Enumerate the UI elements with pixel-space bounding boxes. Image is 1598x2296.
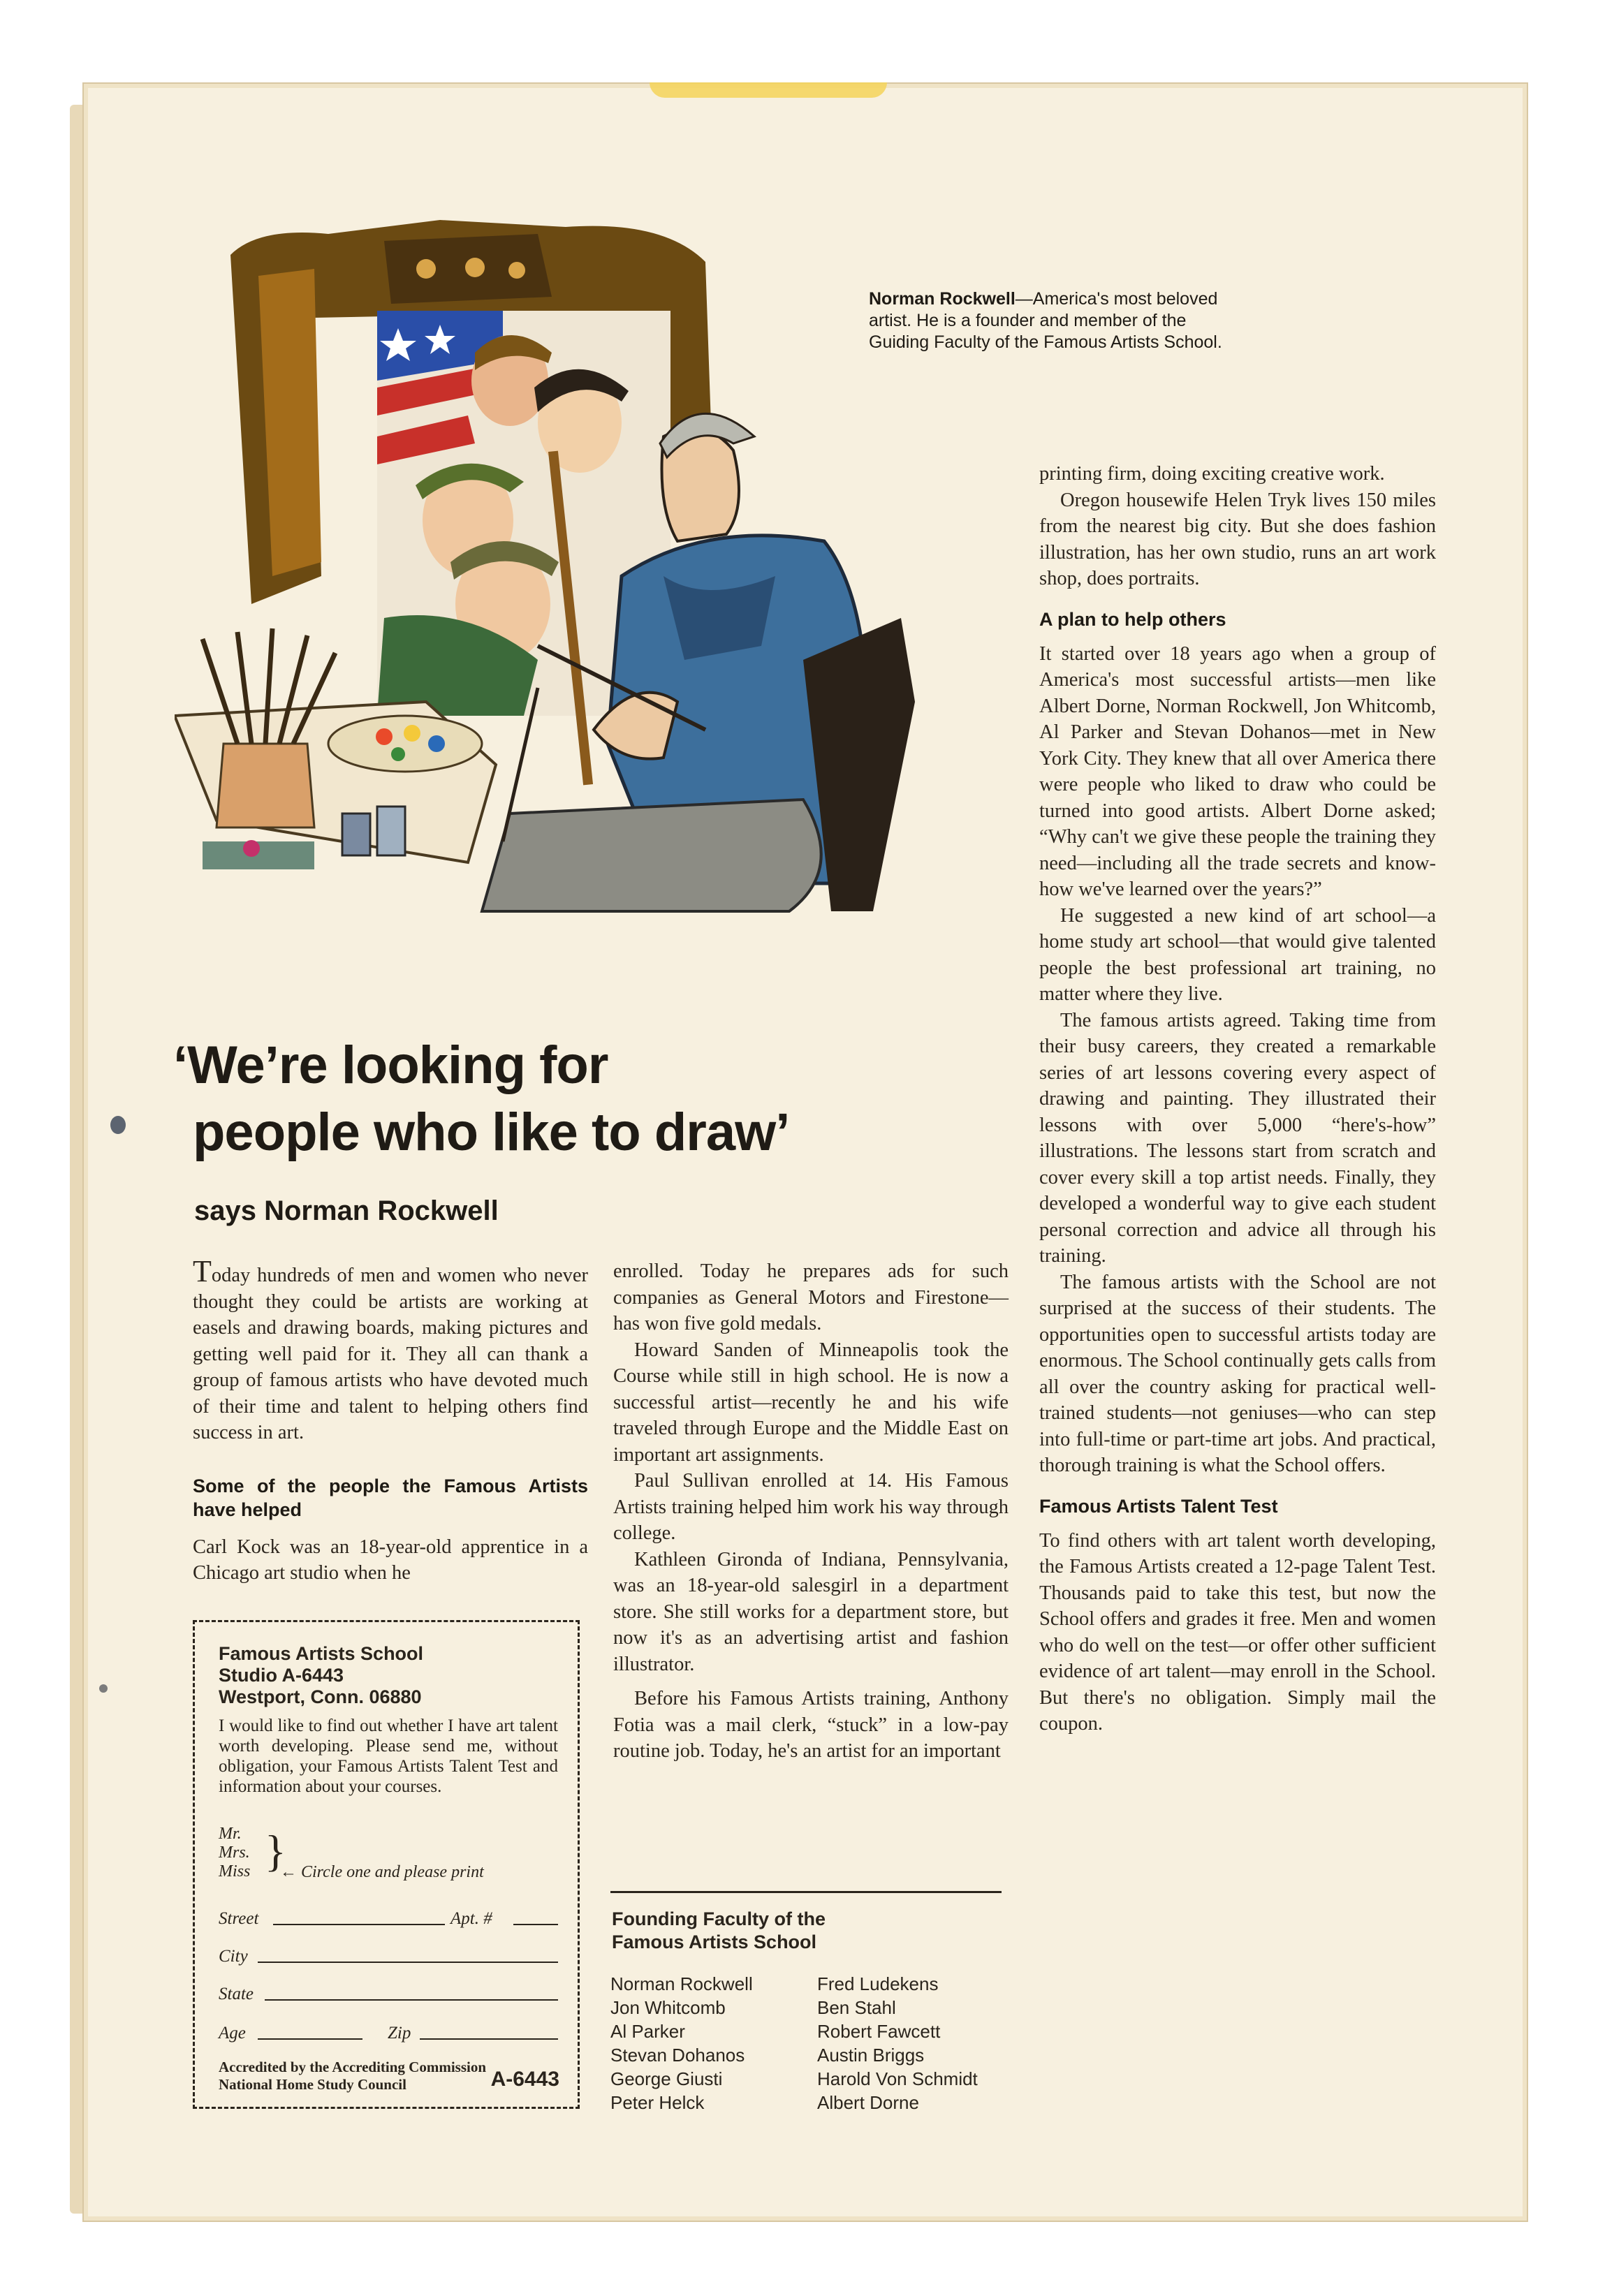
plan-paragraph: It started over 18 years ago when a group of America's most successful artists—men like Albert Dorne, Norman Rockwell, Jon Whitcomb, Al Parker and Stevan Dohanos—met in New York City. They knew that all over America there were people who liked to draw who could be turned into good artists. Albert Dorne asked; “Why can't we give these people the training they need—including all the trade secrets and know-how we've learned over the years?” — [1039, 642, 1436, 900]
age-field[interactable] — [258, 2038, 362, 2040]
faculty-list-left — [610, 1972, 753, 2114]
city-label: City — [219, 1947, 248, 1966]
faculty-member: Albert Dorne — [817, 2092, 919, 2113]
city-field[interactable] — [258, 1962, 558, 1963]
brace-glyph: } — [265, 1826, 286, 1876]
ink-speck — [99, 1684, 108, 1693]
intro-text: oday hundreds of men and women who never thought they could be artists are working at easels and drawing boards, making pictures and getting well paid for it. They all can thank a group of famous artists who have devoted much of their time and talent to helping others find success in art. — [193, 1265, 588, 1443]
section-heading-people-helped: Some of the people the Famous Artists have helped — [193, 1475, 588, 1520]
age-label: Age — [219, 2024, 246, 2043]
faculty-member: Fred Ludekens — [817, 1973, 939, 1994]
mail-coupon[interactable] — [193, 1620, 580, 2109]
section-heading-talent-test: Famous Artists Talent Test — [1039, 1495, 1278, 1517]
faculty-heading — [612, 1908, 826, 1954]
zip-field[interactable] — [420, 2038, 558, 2040]
faculty-member: Harold Von Schmidt — [817, 2068, 978, 2089]
helen-tryk-paragraph: Oregon housewife Helen Tryk lives 150 miles from the nearest big city. But she does fashion illustration, has her own studio, runs an art work shop, does portraits. — [1039, 489, 1436, 589]
faculty-member: Peter Helck — [610, 2092, 705, 2113]
coupon-message: I would like to find out whether I have art talent worth developing. Please send me, without obligation, your Famous Artists Talent Test and information about your courses. — [219, 1716, 558, 1796]
carl-kock-paragraph: Carl Kock was an 18-year-old apprentice in a Chicago art studio when he — [193, 1536, 588, 1584]
state-field[interactable] — [265, 1999, 558, 2001]
faculty-list-right — [817, 1972, 978, 2114]
illustration-caption — [869, 288, 1232, 353]
column-2 — [613, 1258, 1009, 1765]
carl-kock-continued: enrolled. Today he prepares ads for such companies as General Motors and Firestone—has won five gold medals. — [613, 1260, 1009, 1334]
headline-line-1: ‘We’re looking for — [173, 1036, 608, 1095]
title-mr[interactable]: Mr. — [219, 1825, 242, 1843]
intro-paragraph — [193, 1254, 588, 1446]
faculty-heading-line-1: Founding Faculty of the — [612, 1908, 826, 1929]
faculty-heading-line-2: Famous Artists School — [612, 1931, 817, 1952]
apt-label: Apt. # — [450, 1909, 492, 1928]
drop-cap: T — [193, 1254, 212, 1288]
fotia-continued: printing firm, doing exciting creative work. — [1039, 463, 1385, 485]
paul-sullivan-paragraph: Paul Sullivan enrolled at 14. His Famous Artists training helped him work his way through college. — [613, 1470, 1009, 1544]
kathleen-gironda-paragraph: Kathleen Gironda of Indiana, Pennsylvania, was an 18-year-old salesgirl in a department store. She still works for a department store, but now it's as an advertising artist and fashion illustrator. — [613, 1548, 1009, 1675]
faculty-divider — [610, 1891, 1002, 1893]
faculty-member: Norman Rockwell — [610, 1973, 753, 1994]
title-miss[interactable]: Miss — [219, 1862, 251, 1881]
yellow-tape-stain — [650, 82, 887, 98]
column-3 — [1039, 461, 1436, 1737]
anthony-fotia-paragraph: Before his Famous Artists training, Anthony Fotia was a mail clerk, “stuck” in a low-pay routine job. Today, he's an artist for an important — [613, 1688, 1009, 1762]
faculty-member: Jon Whitcomb — [610, 1997, 726, 2018]
circle-instruction: ← Circle one and please print — [280, 1863, 484, 1881]
section-heading-plan: A plan to help others — [1039, 608, 1226, 630]
column-1 — [193, 1254, 588, 1587]
title-mrs[interactable]: Mrs. — [219, 1844, 250, 1862]
headline-line-2: people who like to draw’ — [193, 1103, 790, 1162]
faculty-member: Al Parker — [610, 2021, 685, 2042]
faculty-member: Austin Briggs — [817, 2045, 925, 2066]
coupon-address — [219, 1643, 423, 1708]
faculty-member: Ben Stahl — [817, 1997, 896, 2018]
caption-text: —America's most beloved artist. He is a founder and member of the Guiding Faculty of the Famous Artists School. — [869, 289, 1222, 352]
street-label: Street — [219, 1909, 259, 1928]
accreditation-note: Accredited by the Accrediting Commission National Home Study Council — [219, 2059, 487, 2093]
lessons-paragraph: The famous artists agreed. Taking time from their busy careers, they created a remarkable series of art lessons covering every aspect of drawing and painting. They illustrated their lessons with over 5,000 “here's-how” illustrations. The lessons start from scratch and cover every skill a top artist needs. Finally, they developed a wonderful way to give each student personal correction and advice all through his training. — [1039, 1009, 1436, 1267]
faculty-member: Robert Fawcett — [817, 2021, 941, 2042]
coupon-school: Famous Artists School — [219, 1643, 424, 1664]
caption-name: Norman Rockwell — [869, 289, 1016, 309]
street-field[interactable] — [273, 1924, 445, 1925]
apt-field[interactable] — [513, 1924, 558, 1925]
faculty-member: George Giusti — [610, 2068, 723, 2089]
howard-sanden-paragraph: Howard Sanden of Minneapolis took the Course while still in high school. He is now a successful artist—recently he and his wife traveled through Europe and the Middle East on important art assignments. — [613, 1339, 1009, 1466]
headline-byline: says Norman Rockwell — [194, 1195, 499, 1226]
coupon-city: Westport, Conn. 06880 — [219, 1686, 422, 1707]
suggestion-paragraph: He suggested a new kind of art school—a home study art school—that would give talented people the best professional art training, no matter where they live. — [1039, 904, 1436, 1005]
state-label: State — [219, 1985, 254, 2003]
zip-label: Zip — [388, 2024, 411, 2043]
opportunities-paragraph: The famous artists with the School are not surprised at the success of their students. The opportunities open to successful artists today are enormous. The School continually gets calls from all over the country asking for practical well-trained students—not geniuses—who can step into full-time or part-time art jobs. And practical, thorough training is what the School offers. — [1039, 1271, 1436, 1476]
title-options[interactable] — [219, 1825, 250, 1881]
faculty-member: Stevan Dohanos — [610, 2045, 745, 2066]
artist-illustration — [175, 213, 974, 1006]
coupon-studio: Studio A-6443 — [219, 1665, 344, 1686]
ad-headline — [173, 1032, 928, 1166]
talent-test-paragraph: To find others with art talent worth developing, the Famous Artists created a 12-page Talent Test. Thousands paid to take this test, but now the School offers and grades it free. Men and women who do well on the test—or offer other sufficient evidence of art talent—may enroll in the School. But there's no obligation. Simply mail the coupon. — [1039, 1529, 1436, 1735]
coupon-code: A-6443 — [490, 2068, 559, 2091]
ink-spot — [110, 1116, 126, 1134]
